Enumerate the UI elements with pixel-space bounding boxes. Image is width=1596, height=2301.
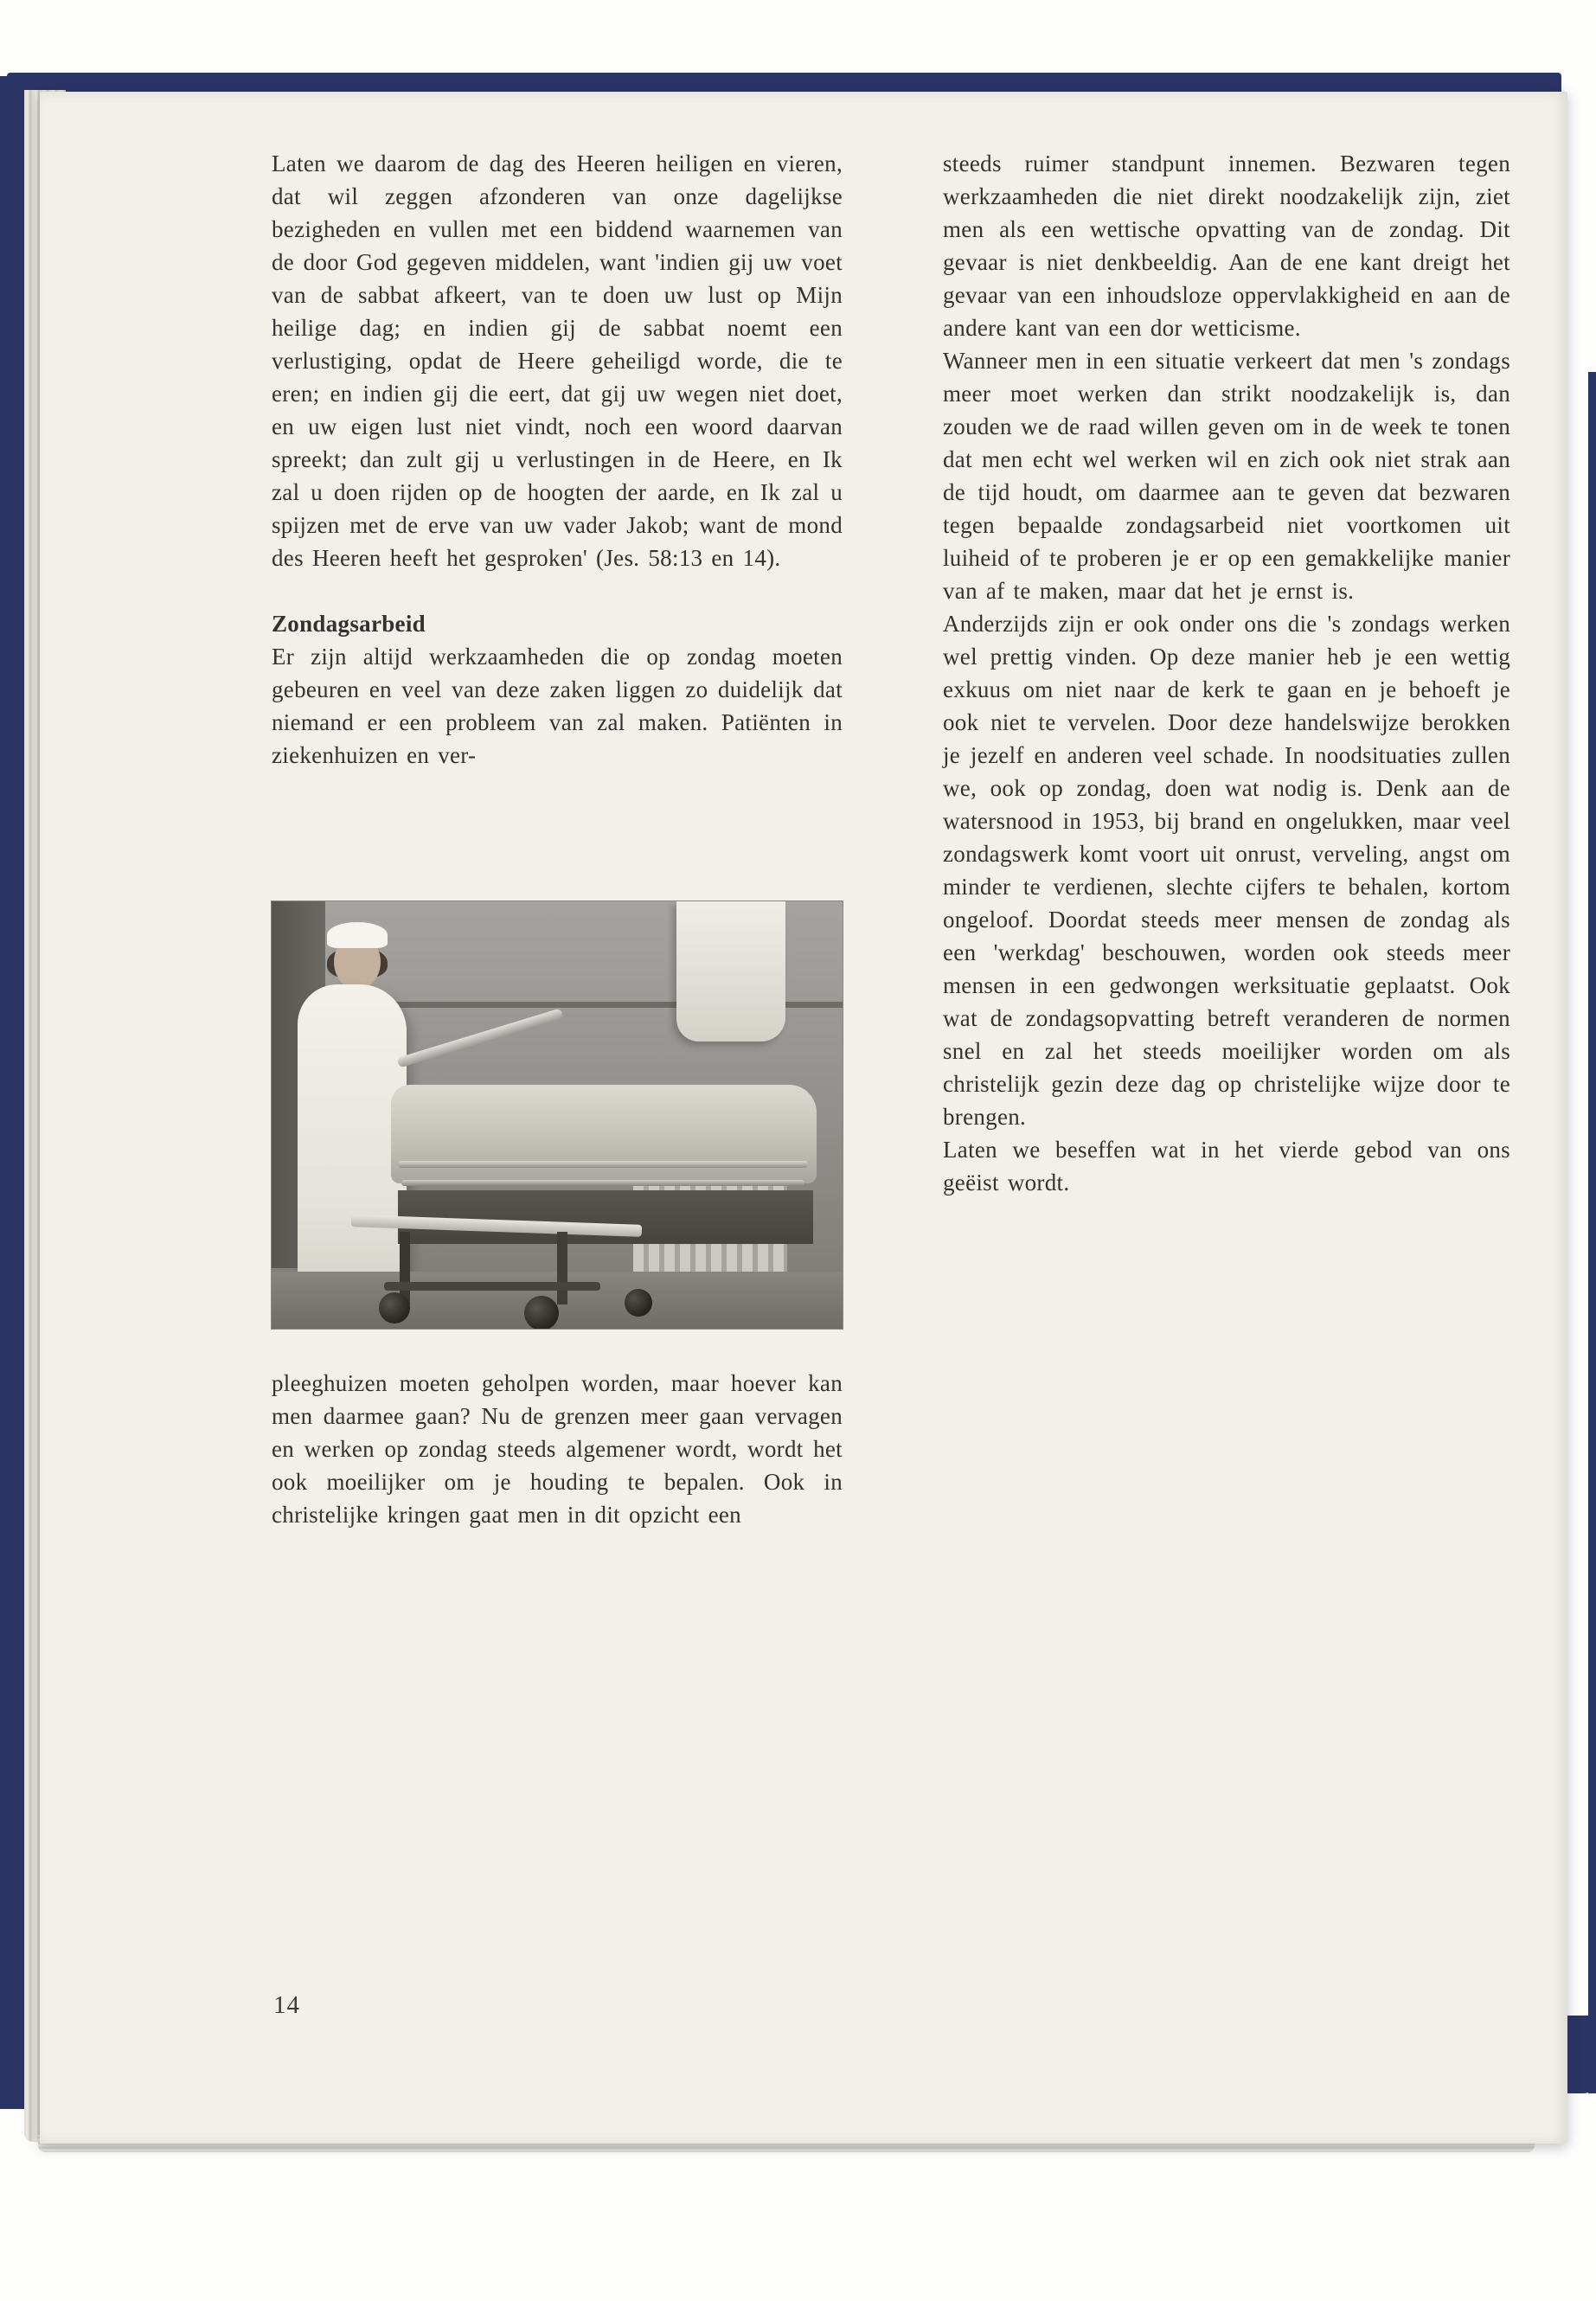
body-paragraph: Er zijn altijd werkzaamheden die op zondag moeten gebeuren en veel van deze zaken liggen zo duidelijk dat niemand er een probleem van zal maken. Patiënten in ziekenhuizen en ver-: [272, 644, 843, 768]
photo-trolley-bar: [384, 1282, 600, 1291]
right-column: [943, 147, 1510, 1531]
body-paragraph: steeds ruimer standpunt innemen. Bezwaren tegen werkzaamheden die niet direkt noodzakelijk zijn, ziet men als een wettische opvatting van de zondag. Dit gevaar is niet denkbeeldig. Aan de ene kant dreigt het gevaar van een inhoudsloze oppervlakkigheid en aan de andere kant van een dor wetticisme.: [943, 151, 1510, 341]
photo-hanging-towel: [676, 901, 785, 1042]
body-paragraph: Wanneer men in een situatie verkeert dat men 's zondags meer moet werken dan strikt noodzakelijk is, dan zouden we de raad willen geven om in de week te tonen dat men echt wel werken wil en zich ook niet strak aan de tijd houdt, om daarmee aan te geven dat bezwaren tegen bepaalde zondagsarbeid niet voortkomen uit luiheid of te proberen je er op een gemakkelijke manier van af te maken, maar dat het je ernst is.: [943, 348, 1510, 604]
photo-nurse-cap: [327, 922, 388, 948]
body-paragraph: Laten we beseffen wat in het vierde gebod van ons geëist wordt.: [943, 1137, 1510, 1195]
photo-bed-siderail: [398, 1161, 808, 1168]
section-heading: Zondagsarbeid: [272, 611, 426, 637]
page-number: 14: [273, 1991, 300, 2019]
scripture-quote-paragraph: Laten we daarom de dag des Heeren heiligen en vieren, dat wil zeggen afzonderen van onze dagelijkse bezigheden en vullen met een biddend waarnemen van de door God gegeven middelen, want 'indien gij uw voet van de sabbat afkeert, van te doen uw lust op Mijn heilige dag; en indien gij de sabbat noemt een verlustiging, opdat de Heere geheiligd worde, die te eren; en indien gij die eert, dat gij uw wegen niet doet, en uw eigen lust niet vindt, noch een woord daarvan spreekt; dan zult gij u verlustingen in de Heere, en Ik zal u doen rijden op de hoogten der aarde, en Ik zal u spijzen met de erve van uw vader Jakob; want de mond des Heeren heeft het gesproken' (Jes. 58:13 en 14).: [272, 151, 843, 571]
photo-caster-wheel: [625, 1289, 652, 1317]
book-cover-left-edge: [0, 76, 26, 2109]
photo-bed-headrail: [397, 1008, 564, 1067]
text-columns: [272, 147, 1510, 1531]
photo-caster-wheel: [379, 1292, 410, 1324]
hospital-ward-photo: [272, 901, 843, 1329]
book-cover-right-edge: [1588, 372, 1596, 2093]
body-paragraph: pleeghuizen moeten geholpen worden, maar hoever kan men daarmee gaan? Nu de grenzen meer gaan vervagen en werken op zondag steeds algemener wordt, wordt het ook moeilijker om je houding te bepalen. Ook in christelijke kringen gaat men in dit opzicht een: [272, 1370, 843, 1528]
left-column: [272, 147, 843, 1531]
book-page: [40, 92, 1567, 2144]
photo-underbed-shadow: [398, 1190, 813, 1244]
photo-hospital-bed: [391, 1085, 817, 1183]
photo-trolley-leg: [557, 1232, 567, 1304]
photo-bed-siderail-2: [401, 1180, 804, 1186]
body-paragraph: Anderzijds zijn er ook onder ons die 's zondags werken wel prettig vinden. Op deze manier heb je een wettig exkuus om niet naar de kerk te gaan en je behoeft je ook niet te vervelen. Door deze handelswijze berokken je jezelf en anderen veel schade. In noodsituaties zullen we, ook op zondag, doen wat nodig is. Denk aan de watersnood in 1953, bij brand en ongelukken, maar veel zondagswerk komt voort uit onrust, verveling, angst om minder te verdienen, slechte cijfers te behalen, kortom ongeloof. Doordat steeds meer mensen de zondag als een 'werkdag' beschouwen, worden ook steeds meer mensen in een gedwongen werksituatie geplaatst. Ook wat de zondagsopvatting betreft veranderen de normen snel en zal het steeds moeilijker worden om als christelijk gezin deze dag op christelijke wijze door te brengen.: [943, 611, 1510, 1130]
photo-caster-wheel: [524, 1296, 559, 1329]
